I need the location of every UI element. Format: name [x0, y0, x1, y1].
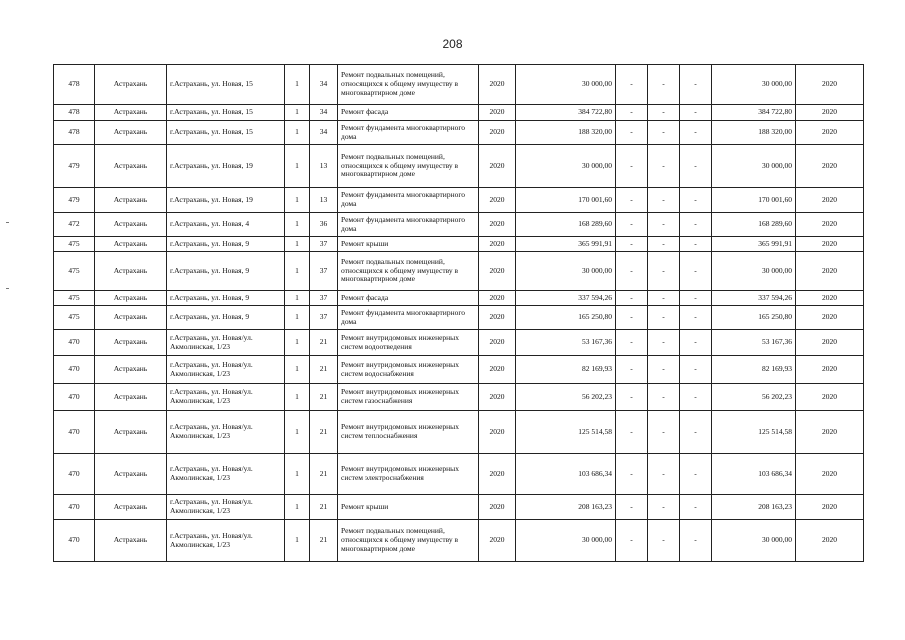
address-cell: г.Астрахань, ул. Новая/ул. Акмолинская, 1/23 [167, 520, 285, 562]
row-number: 475 [54, 237, 95, 252]
dash-cell: - [616, 145, 648, 188]
apartments-count-cell: 37 [310, 291, 338, 306]
dash-cell: - [648, 237, 680, 252]
entrance-count-cell: 1 [285, 291, 310, 306]
work-type-cell: Ремонт фундамента многоквартирного дома [338, 121, 479, 145]
apartments-count-cell: 13 [310, 145, 338, 188]
dash-cell: - [616, 121, 648, 145]
finish-year-cell: 2020 [796, 252, 864, 291]
address-cell: г.Астрахань, ул. Новая, 19 [167, 188, 285, 213]
address-cell: г.Астрахань, ул. Новая, 9 [167, 252, 285, 291]
work-type-cell: Ремонт подвальных помещений, относящихся к общему имуществу в многоквартирном доме [338, 520, 479, 562]
amount-cell: 30 000,00 [516, 145, 616, 188]
total-cell: 188 320,00 [712, 121, 796, 145]
row-number: 470 [54, 384, 95, 411]
apartments-count-cell: 37 [310, 306, 338, 330]
dash-cell: - [648, 520, 680, 562]
amount-cell: 53 167,36 [516, 330, 616, 356]
year-cell: 2020 [479, 454, 516, 495]
work-type-cell: Ремонт фасада [338, 105, 479, 121]
table-row [54, 252, 864, 291]
dash-cell: - [616, 65, 648, 105]
address-cell: г.Астрахань, ул. Новая/ул. Акмолинская, 1/23 [167, 356, 285, 384]
work-type-cell: Ремонт крыши [338, 495, 479, 520]
city-cell: Астрахань [95, 252, 167, 291]
apartments-count-cell: 13 [310, 188, 338, 213]
amount-cell: 56 202,23 [516, 384, 616, 411]
year-cell: 2020 [479, 252, 516, 291]
dash-cell: - [648, 330, 680, 356]
year-cell: 2020 [479, 237, 516, 252]
work-type-cell: Ремонт внутридомовых инженерных систем водоснабжения [338, 356, 479, 384]
finish-year-cell: 2020 [796, 145, 864, 188]
table-row [54, 306, 864, 330]
row-number: 475 [54, 291, 95, 306]
dash-cell: - [648, 105, 680, 121]
work-type-cell: Ремонт внутридомовых инженерных систем теплоснабжения [338, 411, 479, 454]
work-type-cell: Ремонт внутридомовых инженерных систем электроснабжения [338, 454, 479, 495]
city-cell: Астрахань [95, 105, 167, 121]
address-cell: г.Астрахань, ул. Новая, 9 [167, 306, 285, 330]
row-number: 479 [54, 188, 95, 213]
address-cell: г.Астрахань, ул. Новая, 4 [167, 213, 285, 237]
work-type-cell: Ремонт крыши [338, 237, 479, 252]
address-cell: г.Астрахань, ул. Новая, 19 [167, 145, 285, 188]
table-row [54, 520, 864, 562]
dash-cell: - [648, 65, 680, 105]
year-cell: 2020 [479, 306, 516, 330]
table-row [54, 411, 864, 454]
finish-year-cell: 2020 [796, 330, 864, 356]
apartments-count-cell: 34 [310, 105, 338, 121]
dash-cell: - [616, 237, 648, 252]
amount-cell: 170 001,60 [516, 188, 616, 213]
row-number: 470 [54, 520, 95, 562]
work-type-cell: Ремонт внутридомовых инженерных систем водоотведения [338, 330, 479, 356]
total-cell: 30 000,00 [712, 145, 796, 188]
entrance-count-cell: 1 [285, 237, 310, 252]
amount-cell: 30 000,00 [516, 65, 616, 105]
total-cell: 103 686,34 [712, 454, 796, 495]
finish-year-cell: 2020 [796, 384, 864, 411]
entrance-count-cell: 1 [285, 213, 310, 237]
apartments-count-cell: 21 [310, 411, 338, 454]
apartments-count-cell: 21 [310, 330, 338, 356]
total-cell: 384 722,80 [712, 105, 796, 121]
work-type-cell: Ремонт фундамента многоквартирного дома [338, 213, 479, 237]
entrance-count-cell: 1 [285, 145, 310, 188]
dash-cell: - [616, 213, 648, 237]
dash-cell: - [616, 330, 648, 356]
address-cell: г.Астрахань, ул. Новая, 15 [167, 65, 285, 105]
entrance-count-cell: 1 [285, 330, 310, 356]
finish-year-cell: 2020 [796, 105, 864, 121]
work-type-cell: Ремонт подвальных помещений, относящихся к общему имуществу в многоквартирном доме [338, 65, 479, 105]
year-cell: 2020 [479, 188, 516, 213]
dash-cell: - [616, 291, 648, 306]
dash-cell: - [680, 65, 712, 105]
dash-cell: - [680, 306, 712, 330]
finish-year-cell: 2020 [796, 520, 864, 562]
apartments-count-cell: 37 [310, 252, 338, 291]
dash-cell: - [680, 384, 712, 411]
entrance-count-cell: 1 [285, 520, 310, 562]
dash-cell: - [648, 495, 680, 520]
total-cell: 56 202,23 [712, 384, 796, 411]
entrance-count-cell: 1 [285, 454, 310, 495]
dash-cell: - [680, 495, 712, 520]
table-row [54, 237, 864, 252]
amount-cell: 165 250,80 [516, 306, 616, 330]
total-cell: 337 594,26 [712, 291, 796, 306]
dash-cell: - [680, 454, 712, 495]
dash-cell: - [616, 520, 648, 562]
table-row [54, 356, 864, 384]
dash-cell: - [680, 411, 712, 454]
work-type-cell: Ремонт фундамента многоквартирного дома [338, 188, 479, 213]
finish-year-cell: 2020 [796, 121, 864, 145]
margin-mark [6, 288, 9, 289]
dash-cell: - [616, 188, 648, 213]
dash-cell: - [680, 213, 712, 237]
dash-cell: - [616, 495, 648, 520]
dash-cell: - [616, 384, 648, 411]
entrance-count-cell: 1 [285, 252, 310, 291]
total-cell: 170 001,60 [712, 188, 796, 213]
amount-cell: 30 000,00 [516, 252, 616, 291]
page-number: 208 [442, 37, 463, 51]
year-cell: 2020 [479, 495, 516, 520]
city-cell: Астрахань [95, 330, 167, 356]
dash-cell: - [616, 105, 648, 121]
dash-cell: - [648, 291, 680, 306]
finish-year-cell: 2020 [796, 213, 864, 237]
work-type-cell: Ремонт подвальных помещений, относящихся к общему имуществу в многоквартирном доме [338, 252, 479, 291]
address-cell: г.Астрахань, ул. Новая, 15 [167, 105, 285, 121]
dash-cell: - [648, 145, 680, 188]
row-number: 479 [54, 145, 95, 188]
year-cell: 2020 [479, 520, 516, 562]
row-number: 470 [54, 356, 95, 384]
table-row [54, 105, 864, 121]
total-cell: 208 163,23 [712, 495, 796, 520]
amount-cell: 103 686,34 [516, 454, 616, 495]
entrance-count-cell: 1 [285, 188, 310, 213]
dash-cell: - [680, 188, 712, 213]
address-cell: г.Астрахань, ул. Новая, 15 [167, 121, 285, 145]
year-cell: 2020 [479, 384, 516, 411]
finish-year-cell: 2020 [796, 495, 864, 520]
entrance-count-cell: 1 [285, 306, 310, 330]
dash-cell: - [680, 105, 712, 121]
entrance-count-cell: 1 [285, 105, 310, 121]
city-cell: Астрахань [95, 495, 167, 520]
dash-cell: - [680, 237, 712, 252]
amount-cell: 337 594,26 [516, 291, 616, 306]
address-cell: г.Астрахань, ул. Новая/ул. Акмолинская, 1/23 [167, 411, 285, 454]
address-cell: г.Астрахань, ул. Новая/ул. Акмолинская, 1/23 [167, 384, 285, 411]
amount-cell: 125 514,58 [516, 411, 616, 454]
amount-cell: 365 991,91 [516, 237, 616, 252]
finish-year-cell: 2020 [796, 188, 864, 213]
city-cell: Астрахань [95, 520, 167, 562]
finish-year-cell: 2020 [796, 306, 864, 330]
city-cell: Астрахань [95, 237, 167, 252]
dash-cell: - [648, 356, 680, 384]
dash-cell: - [680, 520, 712, 562]
dash-cell: - [616, 454, 648, 495]
row-number: 478 [54, 105, 95, 121]
year-cell: 2020 [479, 65, 516, 105]
total-cell: 30 000,00 [712, 520, 796, 562]
total-cell: 53 167,36 [712, 330, 796, 356]
dash-cell: - [616, 356, 648, 384]
address-cell: г.Астрахань, ул. Новая, 9 [167, 237, 285, 252]
dash-cell: - [648, 188, 680, 213]
address-cell: г.Астрахань, ул. Новая/ул. Акмолинская, 1/23 [167, 454, 285, 495]
address-cell: г.Астрахань, ул. Новая, 9 [167, 291, 285, 306]
city-cell: Астрахань [95, 454, 167, 495]
margin-mark [6, 222, 9, 223]
entrance-count-cell: 1 [285, 356, 310, 384]
table-row [54, 384, 864, 411]
apartments-count-cell: 34 [310, 121, 338, 145]
table-row [54, 188, 864, 213]
city-cell: Астрахань [95, 306, 167, 330]
city-cell: Астрахань [95, 188, 167, 213]
total-cell: 125 514,58 [712, 411, 796, 454]
total-cell: 82 169,93 [712, 356, 796, 384]
apartments-count-cell: 21 [310, 495, 338, 520]
total-cell: 168 289,60 [712, 213, 796, 237]
apartments-count-cell: 21 [310, 454, 338, 495]
row-number: 470 [54, 495, 95, 520]
row-number: 472 [54, 213, 95, 237]
dash-cell: - [616, 306, 648, 330]
amount-cell: 208 163,23 [516, 495, 616, 520]
finish-year-cell: 2020 [796, 237, 864, 252]
dash-cell: - [616, 252, 648, 291]
row-number: 478 [54, 65, 95, 105]
amount-cell: 168 289,60 [516, 213, 616, 237]
dash-cell: - [680, 291, 712, 306]
entrance-count-cell: 1 [285, 384, 310, 411]
finish-year-cell: 2020 [796, 291, 864, 306]
city-cell: Астрахань [95, 291, 167, 306]
year-cell: 2020 [479, 356, 516, 384]
total-cell: 30 000,00 [712, 252, 796, 291]
amount-cell: 30 000,00 [516, 520, 616, 562]
work-type-cell: Ремонт подвальных помещений, относящихся к общему имуществу в многоквартирном доме [338, 145, 479, 188]
apartments-count-cell: 21 [310, 520, 338, 562]
amount-cell: 188 320,00 [516, 121, 616, 145]
table-row [54, 213, 864, 237]
row-number: 475 [54, 306, 95, 330]
finish-year-cell: 2020 [796, 411, 864, 454]
dash-cell: - [648, 121, 680, 145]
city-cell: Астрахань [95, 145, 167, 188]
address-cell: г.Астрахань, ул. Новая/ул. Акмолинская, 1/23 [167, 495, 285, 520]
amount-cell: 384 722,80 [516, 105, 616, 121]
total-cell: 365 991,91 [712, 237, 796, 252]
year-cell: 2020 [479, 411, 516, 454]
row-number: 470 [54, 411, 95, 454]
apartments-count-cell: 21 [310, 384, 338, 411]
work-type-cell: Ремонт фундамента многоквартирного дома [338, 306, 479, 330]
dash-cell: - [648, 252, 680, 291]
table-row [54, 291, 864, 306]
year-cell: 2020 [479, 145, 516, 188]
entrance-count-cell: 1 [285, 411, 310, 454]
dash-cell: - [648, 411, 680, 454]
city-cell: Астрахань [95, 384, 167, 411]
city-cell: Астрахань [95, 411, 167, 454]
finish-year-cell: 2020 [796, 356, 864, 384]
year-cell: 2020 [479, 105, 516, 121]
dash-cell: - [648, 213, 680, 237]
city-cell: Астрахань [95, 65, 167, 105]
work-type-cell: Ремонт фасада [338, 291, 479, 306]
year-cell: 2020 [479, 330, 516, 356]
table-row [54, 454, 864, 495]
dash-cell: - [680, 356, 712, 384]
total-cell: 30 000,00 [712, 65, 796, 105]
work-type-cell: Ремонт внутридомовых инженерных систем газоснабжения [338, 384, 479, 411]
row-number: 475 [54, 252, 95, 291]
dash-cell: - [680, 252, 712, 291]
row-number: 478 [54, 121, 95, 145]
row-number: 470 [54, 454, 95, 495]
city-cell: Астрахань [95, 356, 167, 384]
dash-cell: - [648, 454, 680, 495]
table-row [54, 145, 864, 188]
table-row [54, 65, 864, 105]
city-cell: Астрахань [95, 121, 167, 145]
dash-cell: - [648, 384, 680, 411]
table-row [54, 330, 864, 356]
year-cell: 2020 [479, 291, 516, 306]
dash-cell: - [680, 330, 712, 356]
entrance-count-cell: 1 [285, 65, 310, 105]
address-cell: г.Астрахань, ул. Новая/ул. Акмолинская, 1/23 [167, 330, 285, 356]
row-number: 470 [54, 330, 95, 356]
finish-year-cell: 2020 [796, 454, 864, 495]
table-row [54, 495, 864, 520]
apartments-count-cell: 21 [310, 356, 338, 384]
year-cell: 2020 [479, 121, 516, 145]
dash-cell: - [616, 411, 648, 454]
apartments-count-cell: 37 [310, 237, 338, 252]
apartments-count-cell: 36 [310, 213, 338, 237]
dash-cell: - [680, 145, 712, 188]
amount-cell: 82 169,93 [516, 356, 616, 384]
total-cell: 165 250,80 [712, 306, 796, 330]
table-row [54, 121, 864, 145]
entrance-count-cell: 1 [285, 121, 310, 145]
dash-cell: - [648, 306, 680, 330]
entrance-count-cell: 1 [285, 495, 310, 520]
city-cell: Астрахань [95, 213, 167, 237]
year-cell: 2020 [479, 213, 516, 237]
apartments-count-cell: 34 [310, 65, 338, 105]
finish-year-cell: 2020 [796, 65, 864, 105]
dash-cell: - [680, 121, 712, 145]
repair-schedule-table [53, 64, 864, 562]
